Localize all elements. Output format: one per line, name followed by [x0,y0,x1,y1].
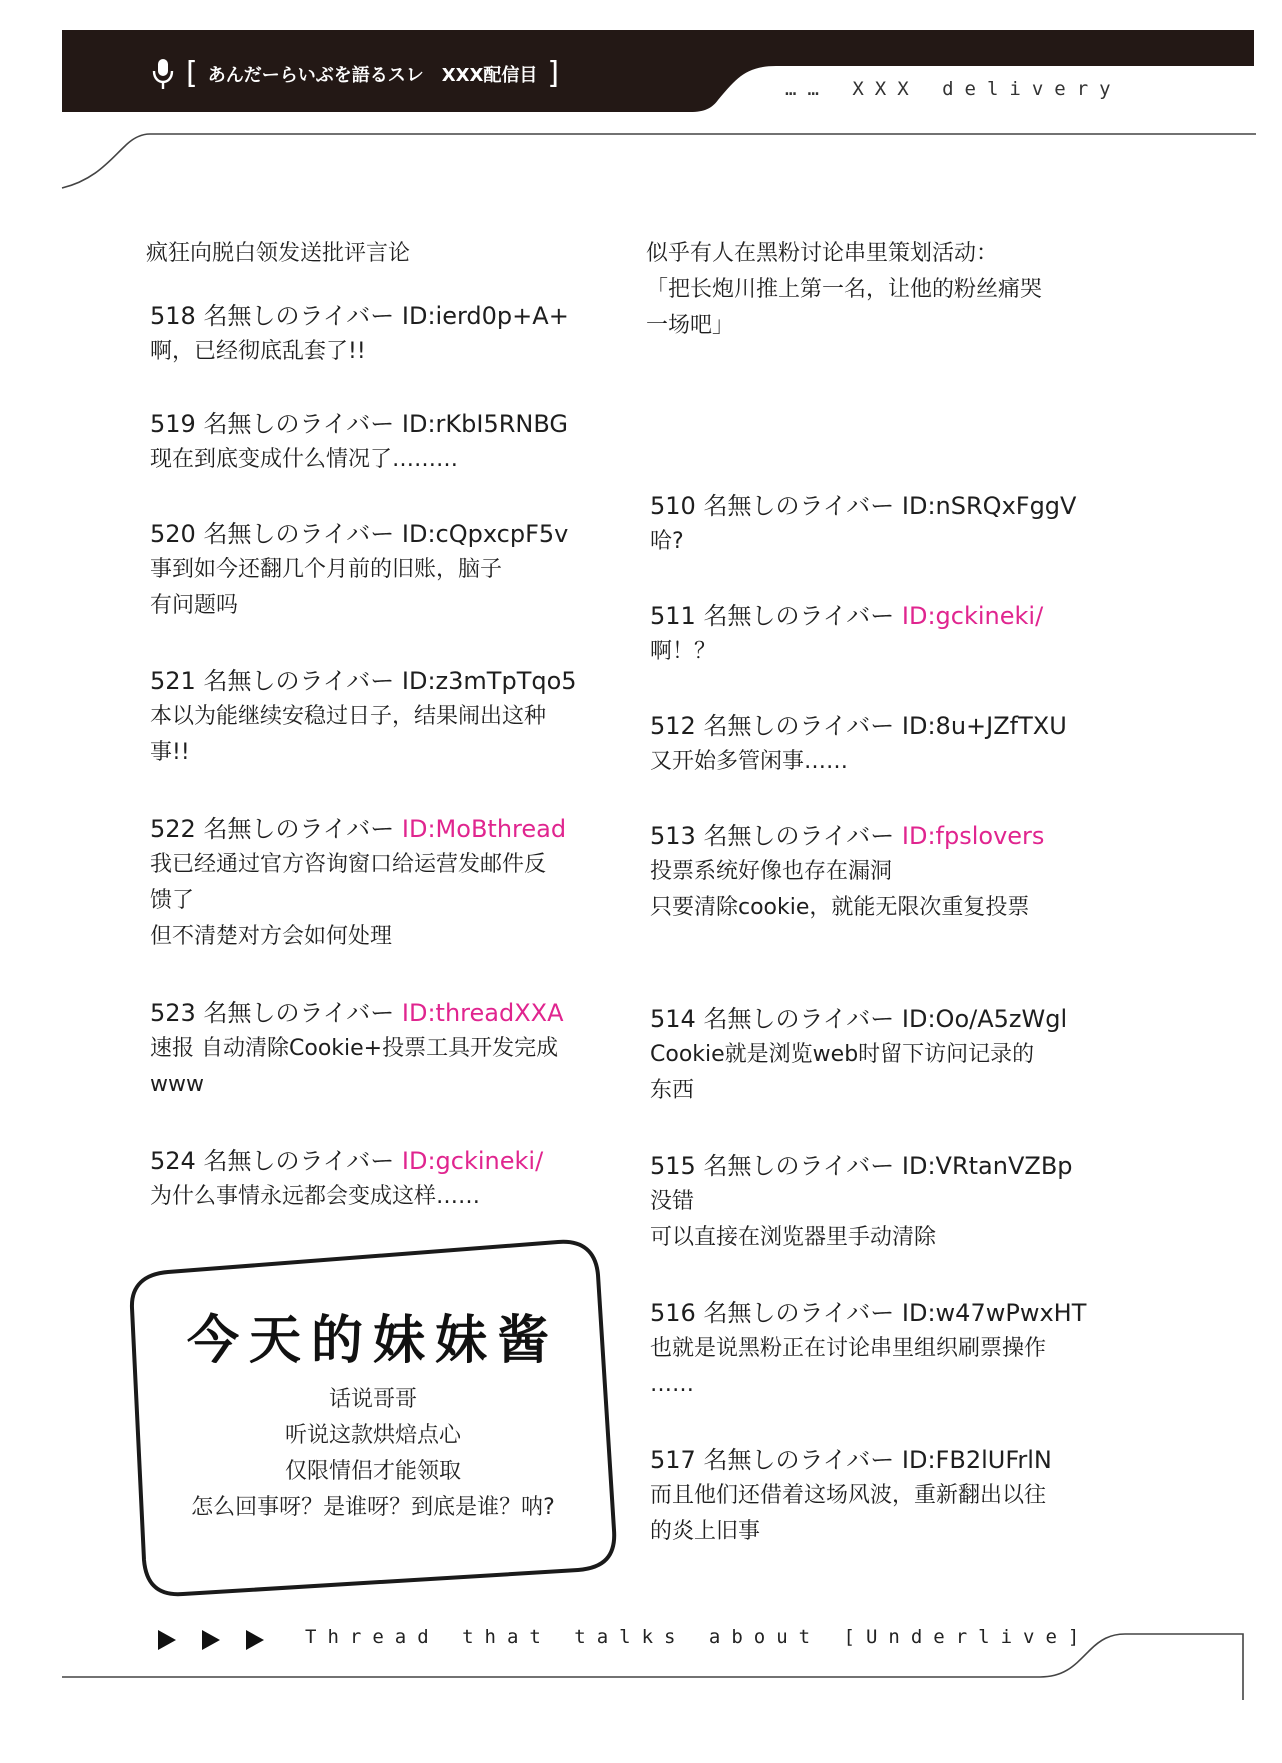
post-body [650,854,1044,926]
poster-name: 名無しのライバー [203,1147,395,1175]
play-arrow-icon [156,1629,178,1651]
post-body [650,1478,1052,1550]
post-line: 啊，已经彻底乱套了!! [150,339,366,364]
post-line: Cookie就是浏览web时留下访问记录的 [650,1042,1035,1067]
post-line: 速报 自动清除Cookie+投票工具开发完成 [150,1036,559,1061]
post-body [150,552,568,624]
post-line: 而且他们还借着这场风波，重新翻出以往 [650,1483,1047,1508]
post-header [650,818,1044,854]
right-column [646,236,1106,1544]
post-header [150,406,568,442]
post-line: 也就是说黑粉正在讨论串里组织刷票操作 [650,1336,1047,1361]
poster-name: 名無しのライバー [703,492,895,520]
post-line: 馈了 [150,888,195,913]
post-number: 511 [650,602,696,630]
poster-id: ID:Oo/A5zWgl [901,1005,1068,1033]
post-body [650,744,1067,780]
post-item [650,708,1067,780]
post-header [650,1442,1052,1478]
sister-box-line: 怎么回事呀？是谁呀？到底是谁？呐? [191,1495,555,1520]
header-banner [0,0,1282,200]
poster-id: ID:gckineki/ [401,1147,544,1175]
sister-box-line: 话说哥哥 [328,1387,417,1412]
poster-id: ID:FB2lUFrlN [901,1446,1052,1474]
poster-name: 名無しのライバー [203,667,395,695]
poster-id: ID:fpslovers [901,822,1045,850]
post-item [650,1295,1086,1403]
post-header [650,708,1067,744]
poster-name: 名無しのライバー [203,410,395,438]
play-arrow-icon [200,1629,222,1651]
left-column [146,236,606,1209]
poster-id: ID:z3mTpTqo5 [401,667,577,695]
post-item [650,818,1044,926]
poster-name: 名無しのライバー [203,999,395,1027]
post-body [650,1331,1086,1403]
poster-name: 名無しのライバー [703,602,895,630]
poster-name: 名無しのライバー [703,1152,895,1180]
poster-name: 名無しのライバー [703,1005,895,1033]
footer-text: Thread that talks about [Underlive] [305,1626,1091,1648]
post-number: 517 [650,1446,696,1474]
poster-id: ID:ierd0p+A+ [401,302,569,330]
post-number: 522 [150,815,196,843]
post-item [150,1143,543,1215]
poster-id: ID:w47wPwxHT [901,1299,1087,1327]
sister-box [128,1230,618,1600]
poster-id: ID:gckineki/ [901,602,1044,630]
post-header [650,1001,1067,1037]
poster-name: 名無しのライバー [203,302,395,330]
post-body [650,1037,1067,1109]
post-line: 的炎上旧事 [650,1519,761,1544]
sister-box-line: 听说这款烘焙点心 [284,1423,461,1448]
post-line: 东西 [650,1078,695,1103]
post-item [650,1001,1067,1109]
play-arrow-icon [244,1629,266,1651]
post-item [150,995,564,1103]
poster-id: ID:MoBthread [401,815,567,843]
post-line: 只要清除cookie，就能无限次重复投票 [650,895,1030,920]
poster-id: ID:threadXXA [401,999,564,1027]
right-intro-line: 似乎有人在黑粉讨论串里策划活动： [646,241,999,266]
title-bracket-open-icon: [ [186,56,198,91]
post-item [650,1442,1052,1550]
title-bracket-close-icon: ] [547,56,560,91]
post-header [150,1143,543,1179]
post-item [150,298,569,370]
microphone-icon [150,57,176,91]
post-body [150,847,566,955]
post-body [150,1031,564,1103]
post-line: 事!! [150,740,190,765]
poster-name: 名無しのライバー [703,712,895,740]
post-number: 520 [150,520,196,548]
poster-name: 名無しのライバー [703,1446,895,1474]
poster-id: ID:nSRQxFggV [901,492,1077,520]
poster-name: 名無しのライバー [203,520,395,548]
sister-box-title: 今天的妹妹酱 [186,1310,559,1371]
post-line: 本以为能继续安稳过日子，结果闹出这种 [150,704,547,729]
post-header [150,516,568,552]
post-item [150,516,568,624]
post-header [650,598,1043,634]
post-body [150,334,569,370]
post-number: 524 [150,1147,196,1175]
post-line: 可以直接在浏览器里手动清除 [650,1225,937,1250]
post-number: 516 [650,1299,696,1327]
post-line: 现在到底变成什么情况了……… [150,447,459,472]
header-title-bar [150,56,559,92]
post-number: 523 [150,999,196,1027]
post-number: 521 [150,667,196,695]
post-body [150,442,568,478]
post-body [650,634,1043,670]
sister-box-text [128,1382,618,1526]
post-item [650,598,1043,670]
post-number: 514 [650,1005,696,1033]
post-item [150,406,568,478]
post-line: 为什么事情永远都会变成这样…… [150,1184,481,1209]
poster-id: ID:rKbI5RNBG [401,410,569,438]
poster-id: ID:VRtanVZBp [901,1152,1073,1180]
post-header [650,488,1076,524]
post-line: 又开始多管闲事…… [650,749,849,774]
post-header [150,811,566,847]
post-item [650,1148,1073,1256]
post-line: www [150,1072,204,1097]
post-number: 512 [650,712,696,740]
post-number: 515 [650,1152,696,1180]
right-intro-text [646,236,1106,344]
post-header [150,298,569,334]
post-header [650,1295,1086,1331]
post-number: 510 [650,492,696,520]
post-body [650,1184,1073,1256]
post-line: 投票系统好像也存在漏洞 [650,859,893,884]
sister-box-line: 仅限情侣才能领取 [284,1459,461,1484]
poster-id: ID:cQpxcpF5v [401,520,569,548]
post-item [150,811,566,955]
post-line: …… [650,1372,694,1397]
left-intro-text: 疯狂向脱白领发送批评言论 [146,241,411,266]
right-intro-line: 一场吧」 [646,313,735,338]
post-line: 哈? [650,529,684,554]
post-item [150,663,577,771]
poster-name: 名無しのライバー [703,1299,895,1327]
post-body [150,1179,543,1215]
post-number: 519 [150,410,196,438]
header-subtitle: …… XXX delivery [785,78,1122,100]
post-line: 事到如今还翻几个月前的旧账，脑子 [150,557,503,582]
post-line: 有问题吗 [150,593,239,618]
poster-name: 名無しのライバー [203,815,395,843]
post-number: 518 [150,302,196,330]
post-line: 没错 [650,1189,695,1214]
right-intro-line: 「把长炮川推上第一名，让他的粉丝痛哭 [646,277,1043,302]
post-header [650,1148,1073,1184]
post-header [150,663,577,699]
post-header [150,995,564,1031]
post-body [150,699,577,771]
post-line: 我已经通过官方咨询窗口给运营发邮件反 [150,852,547,877]
header-title-text: あんだーらいぶを語るスレ XXX配信目 [207,65,538,86]
post-item [650,488,1076,560]
post-number: 513 [650,822,696,850]
post-line: 啊！？ [650,639,717,664]
post-line: 但不清楚对方会如何处理 [150,924,393,949]
poster-id: ID:8u+JZfTXU [901,712,1067,740]
post-body [650,524,1076,560]
poster-name: 名無しのライバー [703,822,895,850]
